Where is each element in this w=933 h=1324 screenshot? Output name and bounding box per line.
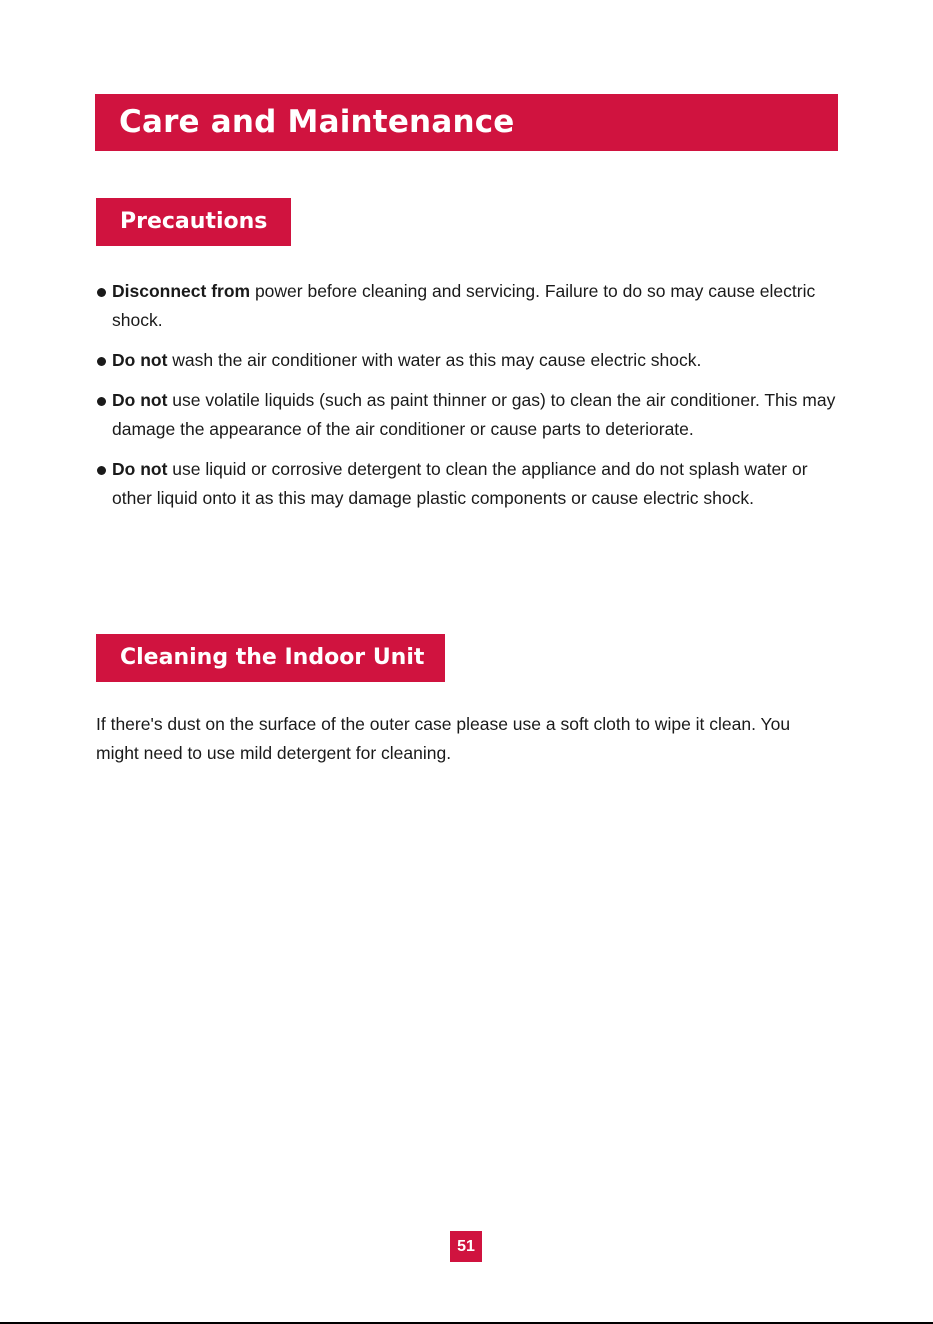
bullet-icon bbox=[97, 357, 106, 366]
precaution-emphasis: Disconnect from bbox=[112, 281, 251, 301]
section-heading-precautions bbox=[96, 198, 291, 246]
precaution-text: use volatile liquids (such as paint thinner or gas) to clean the air conditioner. This may damage the appearance of the air conditioner or cause parts to deteriorate. bbox=[112, 390, 836, 439]
page-number: 51 bbox=[450, 1231, 482, 1262]
bullet-icon bbox=[97, 466, 106, 475]
precaution-emphasis: Do not bbox=[112, 350, 168, 370]
precautions-list bbox=[96, 277, 841, 524]
title-banner bbox=[95, 94, 838, 151]
bullet-icon bbox=[97, 288, 106, 297]
precaution-item bbox=[96, 346, 841, 375]
precaution-item bbox=[96, 455, 841, 513]
cleaning-paragraph: If there's dust on the surface of the outer case please use a soft cloth to wipe it clean. You might need to use mild detergent for cleaning. bbox=[96, 714, 791, 763]
section-heading-precautions-label: Precautions bbox=[120, 209, 268, 234]
precaution-text: use liquid or corrosive detergent to clean the appliance and do not splash water or other liquid onto it as this may damage plastic components or cause electric shock. bbox=[112, 459, 808, 508]
precaution-item bbox=[96, 386, 841, 444]
section-heading-cleaning-label: Cleaning the Indoor Unit bbox=[120, 645, 425, 670]
precaution-text: power before cleaning and servicing. Failure to do so may cause electric shock. bbox=[112, 281, 816, 330]
bullet-icon bbox=[97, 397, 106, 406]
precaution-text: wash the air conditioner with water as this may cause electric shock. bbox=[167, 350, 702, 370]
precaution-emphasis: Do not bbox=[112, 390, 168, 410]
section-heading-cleaning bbox=[96, 634, 445, 682]
page-title: Care and Maintenance bbox=[119, 104, 515, 140]
precaution-item bbox=[96, 277, 841, 335]
precaution-emphasis: Do not bbox=[112, 459, 168, 479]
